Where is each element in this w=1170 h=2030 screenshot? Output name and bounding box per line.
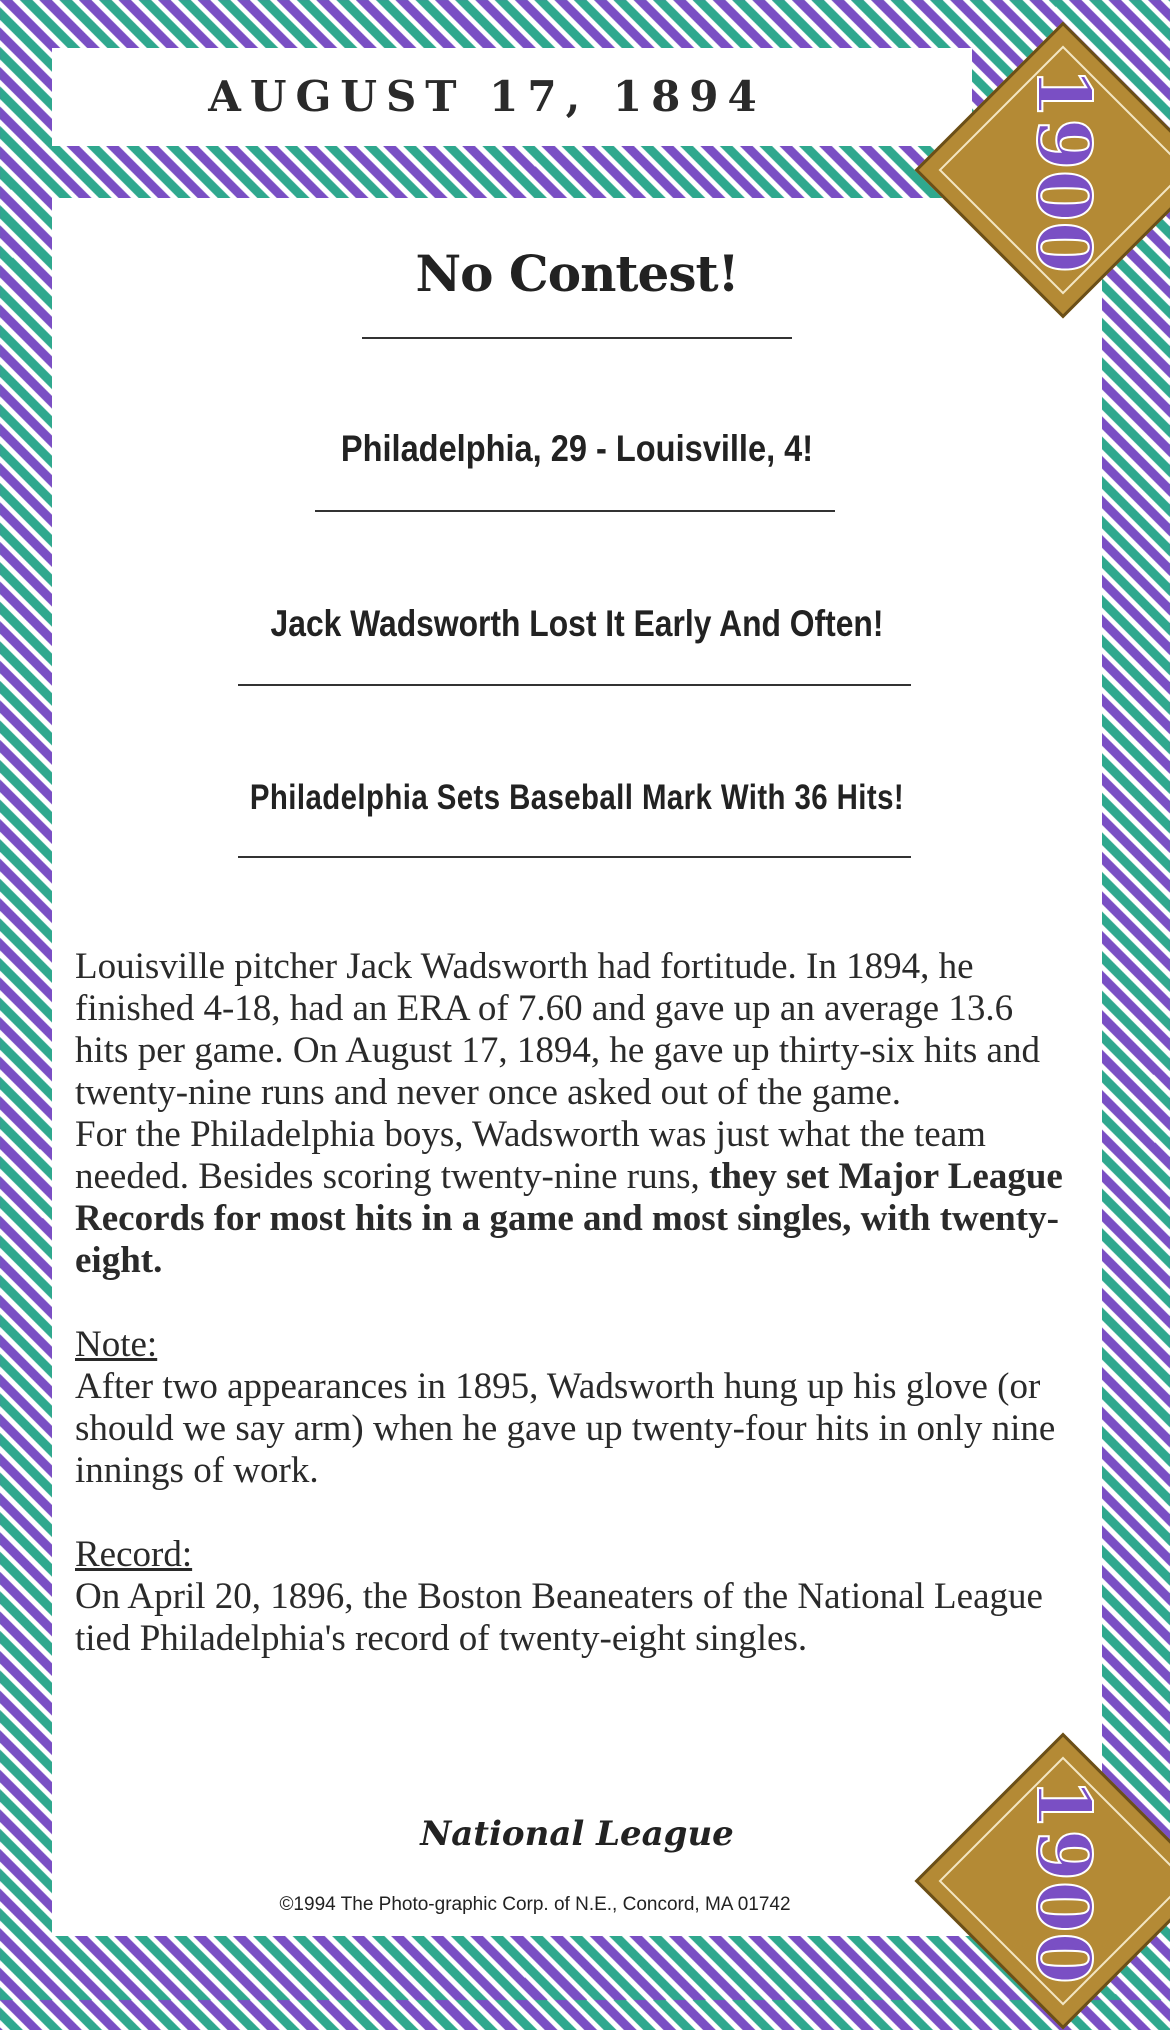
- divider-1: [362, 337, 792, 339]
- paragraph-2-bold: they set Major League Records for most hits in a game and most singles, with twenty-eight.: [75, 1156, 1063, 1281]
- main-headline: No Contest!: [415, 244, 739, 303]
- record-text: On April 20, 1896, the Boston Beaneaters of the National League tied Philadelphia's record of twenty-eight singles.: [75, 1576, 1043, 1659]
- pitcher-headline: Jack Wadsworth Lost It Early And Often!: [270, 603, 884, 644]
- note-heading: Note:: [75, 1324, 158, 1365]
- record-headline: Philadelphia Sets Baseball Mark With 36 Hits!: [249, 778, 905, 817]
- paragraph-2-text: For the Philadelphia boys, Wadsworth was just what the team needed. Besides scoring twenty-nine runs,: [75, 1114, 986, 1197]
- divider-2: [315, 510, 835, 512]
- paragraph-1: Louisville pitcher Jack Wadsworth had fortitude. In 1894, he finished 4-18, had an ERA of 7.60 and gave up an average 13.6 hits per game. On August 17, 1894, he gave up thirty-six hits and twenty-nine runs and never once asked out of the game.: [75, 946, 1040, 1113]
- date-heading: AUGUST 17, 1894: [208, 72, 766, 121]
- score-headline: Philadelphia, 29 - Louisville, 4!: [340, 428, 814, 469]
- date-banner: [52, 48, 972, 146]
- record-heading: Record:: [75, 1534, 193, 1575]
- copyright-line: ©1994 The Photo-graphic Corp. of N.E., Concord, MA 01742: [279, 1894, 791, 1915]
- article-body: [75, 946, 1070, 1660]
- league-name: National League: [420, 1814, 734, 1854]
- divider-3: [238, 684, 911, 686]
- logo-label-top: 1900: [1020, 67, 1106, 273]
- logo-label-bottom: 1900: [1020, 1778, 1106, 1984]
- paragraph-2: [75, 1114, 1070, 1282]
- note-text: After two appearances in 1895, Wadsworth hung up his glove (or should we say arm) when he gave up twenty-four hits in only nine innings of work.: [75, 1366, 1056, 1491]
- divider-4: [238, 856, 911, 858]
